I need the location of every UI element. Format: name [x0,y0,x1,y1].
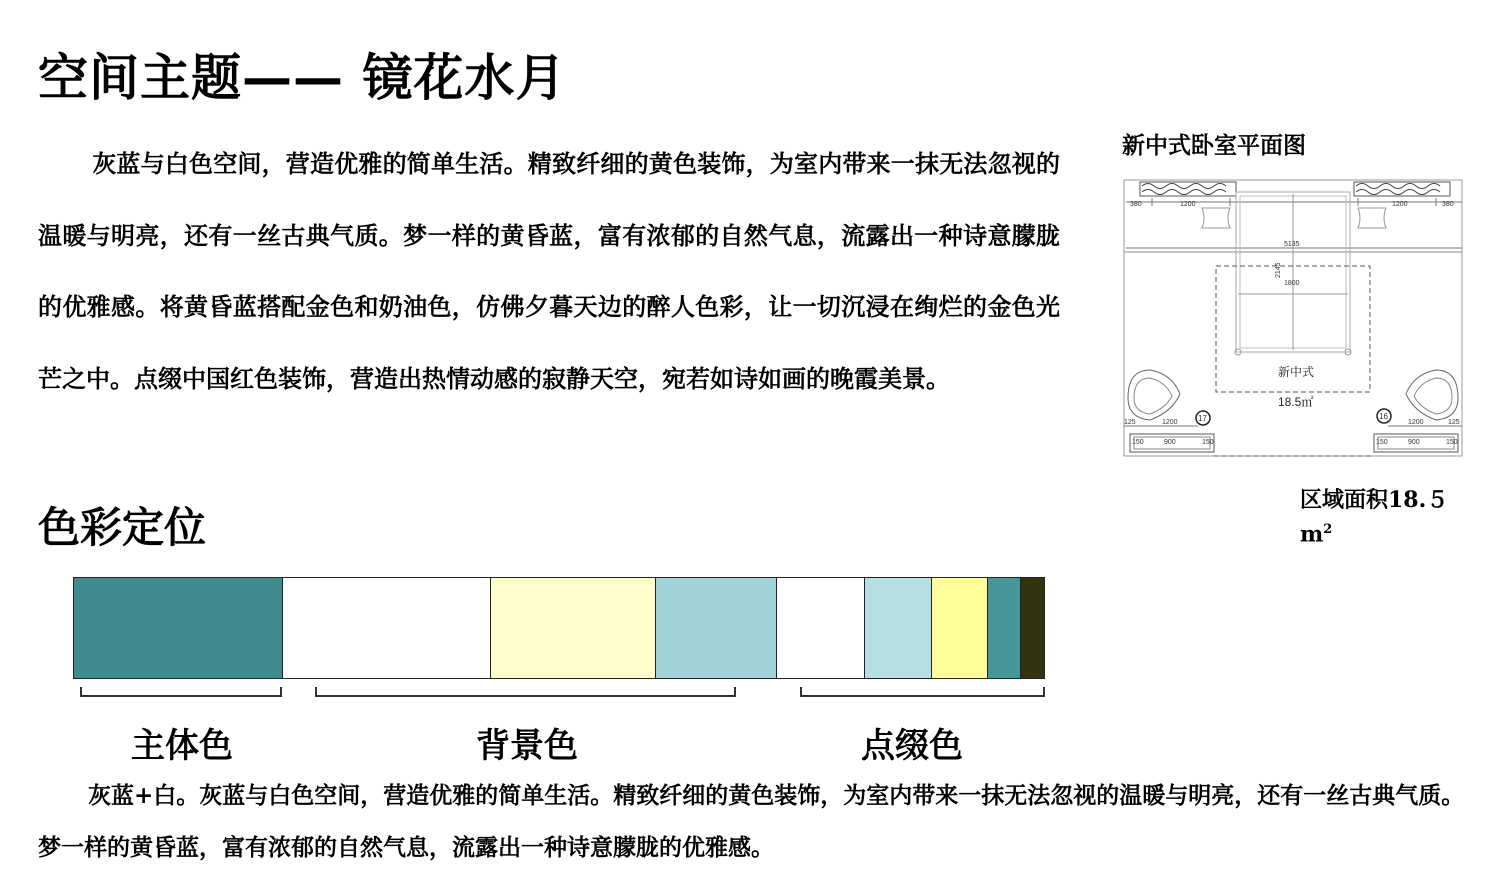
dim-cab-left-b: 900 [1164,439,1176,446]
dim-top-right-a: 1200 [1392,201,1408,208]
dim-cab-right-a: 150 [1376,439,1388,446]
floor-plan-drawing [1118,172,1470,472]
area-unit: m [1300,521,1324,548]
dim-cab-left-c: 150 [1202,439,1214,446]
dim-bottom-left-b: 1200 [1162,419,1178,426]
color-swatch [74,578,283,678]
dim-cab-right-c: 150 [1446,439,1458,446]
group-label-background: 背景色 [476,726,578,766]
area-label [1300,486,1460,549]
dim-cab-left-a: 150 [1132,439,1144,446]
bracket-main [80,687,282,697]
bracket-accent [800,687,1045,697]
dim-bed-length: 2145 [1275,262,1282,278]
area-label-text: 区域面积18.５ [1300,487,1449,513]
dim-bottom-right-b: 125 [1448,419,1460,426]
section-title: 色彩定位 [38,503,207,552]
marker-right: 16 [1379,412,1388,421]
color-swatch [283,578,492,678]
intro-text: 灰蓝与白色空间，营造优雅的简单生活。精致纤细的黄色装饰，为室内带来一抹无法忽视的温暖与明亮，还有一丝古典气质。梦一样的黄昏蓝，富有浓郁的自然气息，流露出一种诗意朦胧的优雅感。将黄昏蓝搭配金色和奶油色，仿佛夕暮天边的醉人色彩，让一切沉浸在绚烂的金色光芒之中。点缀中国红色装饰，营造出热情动感的寂静天空，宛若如诗如画的晚霞美景。 [38,149,1060,393]
dim-bed-width: 1800 [1284,280,1300,287]
group-label-accent: 点缀色 [861,726,963,766]
dim-top-right-b: 380 [1442,201,1454,208]
color-swatch [1021,578,1044,678]
dim-bottom-left-a: 125 [1124,419,1136,426]
color-swatch [656,578,777,678]
dim-top-left-b: 1200 [1180,201,1196,208]
color-swatch [491,578,656,678]
area-unit-sup: 2 [1323,522,1333,537]
color-swatch [932,578,987,678]
room-area: 18.5㎡ [1278,395,1314,409]
bottom-paragraph [38,770,1466,874]
color-swatch [777,578,864,678]
bracket-background [315,687,736,697]
color-palette-bar [73,577,1045,679]
marker-left: 17 [1198,414,1207,423]
color-swatch [988,578,1021,678]
bottom-text: 灰蓝+白。灰蓝与白色空间，营造优雅的简单生活。精致纤细的黄色装饰，为室内带来一抹无法忽视的温暖与明亮，还有一丝古典气质。梦一样的黄昏蓝，富有浓郁的自然气息，流露出一种诗意朦胧的优雅感。 [38,782,1465,861]
floor-plan-title: 新中式卧室平面图 [1122,132,1306,159]
room-label: 新中式 [1278,365,1315,379]
dim-cab-right-b: 900 [1408,439,1420,446]
color-swatch [865,578,933,678]
dim-width-total: 5135 [1284,241,1300,248]
dim-top-left-a: 380 [1130,201,1142,208]
intro-paragraph [38,128,1060,414]
group-label-main: 主体色 [131,726,233,766]
dim-bottom-right-a: 1200 [1408,419,1424,426]
page-title: 空间主题—— 镜花水月 [38,49,567,107]
